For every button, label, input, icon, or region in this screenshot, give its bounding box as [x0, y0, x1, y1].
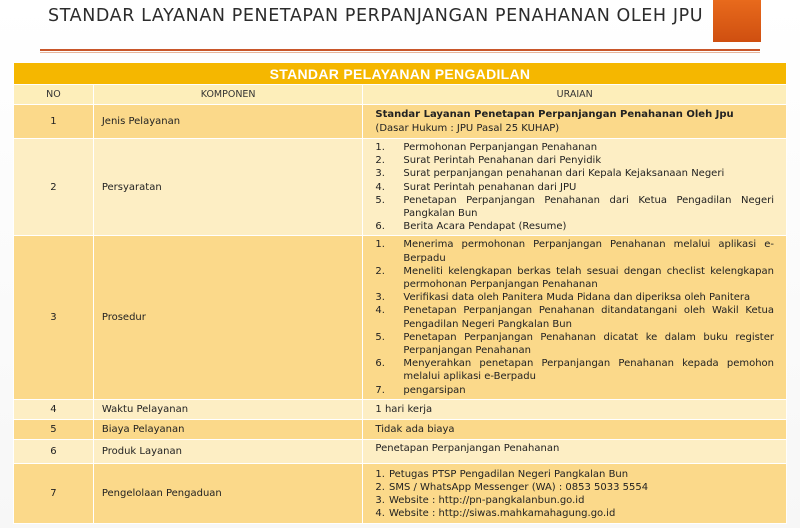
- procedure-list: [375, 238, 774, 396]
- row-uraian: Tidak ada biaya: [363, 419, 787, 439]
- list-item-text: Penetapan Perpanjangan Penahanan dicatat ke dalam buku register Perpanjangan Penahanan: [403, 331, 774, 357]
- list-item-text: Permohonan Perpanjangan Penahanan: [403, 142, 598, 153]
- list-item: [375, 481, 774, 494]
- list-item-number: 1.: [375, 239, 385, 251]
- row-no: 7: [14, 463, 94, 523]
- title-underline-light: [40, 52, 760, 53]
- row-uraian: [363, 236, 787, 399]
- table-row: [14, 236, 787, 399]
- uraian-title: Standar Layanan Penetapan Perpanjangan Penahanan Oleh Jpu: [375, 109, 734, 121]
- list-item-text: Penetapan Perpanjangan Penahanan ditandatangani oleh Wakil Ketua Pengadilan Negeri Pangkalan Bun: [403, 305, 774, 330]
- list-item-text: Website : http://siwas.mahkamahagung.go.id: [388, 508, 616, 520]
- row-komponen: Persyaratan: [93, 139, 363, 236]
- list-item: [375, 494, 774, 507]
- list-item-text: Surat perpanjangan penahanan dari Kepala Kejaksanaan Negeri: [403, 168, 725, 180]
- requirements-list: [375, 141, 774, 233]
- list-item: [375, 331, 774, 357]
- table-row: [14, 419, 787, 439]
- row-no: 6: [14, 439, 94, 463]
- table-row: [14, 463, 787, 523]
- list-item: [375, 238, 774, 264]
- row-no: 2: [14, 139, 94, 236]
- list-item: [375, 357, 774, 383]
- list-item: [375, 141, 774, 154]
- table-banner-row: [14, 63, 787, 85]
- header-uraian: URAIAN: [363, 85, 787, 105]
- table-header-row: [14, 85, 787, 105]
- list-item-number: 6.: [375, 358, 385, 370]
- list-item-number: 2.: [375, 265, 385, 277]
- row-uraian: 1 hari kerja: [363, 399, 787, 419]
- list-item-number: 4.: [375, 305, 385, 317]
- list-item: [375, 304, 774, 330]
- row-komponen: Biaya Pelayanan: [93, 419, 363, 439]
- list-item-text: Meneliti kelengkapan berkas telah sesuai dengan checlist kelengkapan permohonan Perpanjangan Penahanan: [403, 265, 774, 291]
- list-item-number: 2.: [375, 482, 385, 494]
- list-item-number: 3.: [375, 168, 385, 180]
- list-item-text: Petugas PTSP Pengadilan Negeri Pangkalan Bun: [388, 468, 629, 480]
- row-uraian: [363, 463, 787, 523]
- row-komponen: Jenis Pelayanan: [93, 105, 363, 139]
- list-item: [375, 181, 774, 194]
- row-uraian: [363, 105, 787, 139]
- row-uraian: [363, 139, 787, 236]
- row-komponen: Produk Layanan: [93, 439, 363, 463]
- list-item-number: 1.: [375, 142, 385, 153]
- row-no: 4: [14, 399, 94, 419]
- list-item: [375, 468, 774, 481]
- row-uraian: Penetapan Perpanjangan Penahanan: [363, 439, 787, 463]
- list-item-text: Verifikasi data oleh Panitera Muda Pidana dan diperiksa oleh Panitera: [403, 292, 751, 304]
- table-banner: STANDAR PELAYANAN PENGADILAN: [14, 63, 787, 85]
- service-standard-table-wrap: [13, 62, 787, 528]
- uraian-subtitle: (Dasar Hukum : JPU Pasal 25 KUHAP): [375, 122, 560, 134]
- header-komponen: KOMPONEN: [93, 85, 363, 105]
- row-komponen: Prosedur: [93, 236, 363, 399]
- list-item-number: 6.: [375, 221, 385, 233]
- list-item-number: 3.: [375, 495, 385, 507]
- service-standard-table: [13, 62, 787, 524]
- list-item-text: Penetapan Perpanjangan Penahanan dari Ketua Pengadilan Negeri Pangkalan Bun: [403, 194, 774, 220]
- list-item-text: Surat Perintah Penahanan dari Penyidik: [403, 155, 602, 167]
- list-item-number: 5.: [375, 194, 385, 206]
- row-no: 5: [14, 419, 94, 439]
- table-row: [14, 399, 787, 419]
- table-row: [14, 139, 787, 236]
- list-item-number: 1.: [375, 468, 385, 480]
- table-row: [14, 105, 787, 139]
- list-item-text: Menerima permohonan Perpanjangan Penahanan melalui aplikasi e-Berpadu: [403, 239, 774, 264]
- list-item: [375, 220, 774, 233]
- page-title: STANDAR LAYANAN PENETAPAN PERPANJANGAN PENAHANAN OLEH JPU: [48, 6, 704, 26]
- corner-accent: [713, 0, 761, 42]
- row-no: 3: [14, 236, 94, 399]
- list-item-text: Website : http://pn-pangkalanbun.go.id: [388, 495, 585, 507]
- list-item-number: 5.: [375, 331, 385, 343]
- list-item-text: Berita Acara Pendapat (Resume): [403, 221, 567, 233]
- list-item-number: 2.: [375, 155, 385, 167]
- list-item: [375, 384, 774, 397]
- list-item-number: 4.: [375, 181, 385, 193]
- list-item-text: Menyerahkan penetapan Perpanjangan Penahanan kepada pemohon melalui aplikasi e-Berpadu: [403, 358, 774, 383]
- list-item-text: Surat Perintah penahanan dari JPU: [403, 181, 577, 193]
- list-item-text: SMS / WhatsApp Messenger (WA) : 0853 5033 5554: [388, 482, 649, 494]
- list-item: [375, 194, 774, 220]
- list-item-number: 4.: [375, 508, 385, 520]
- header-no: NO: [14, 85, 94, 105]
- row-komponen: Pengelolaan Pengaduan: [93, 463, 363, 523]
- list-item-text: pengarsipan: [403, 384, 466, 396]
- list-item: [375, 167, 774, 180]
- list-item: [375, 154, 774, 167]
- row-no: 1: [14, 105, 94, 139]
- list-item-number: 3.: [375, 292, 385, 304]
- list-item: [375, 265, 774, 291]
- table-row: [14, 439, 787, 463]
- list-item: [375, 291, 774, 304]
- complaint-channels-list: [375, 468, 774, 521]
- list-item-number: 7.: [375, 384, 385, 396]
- row-komponen: Waktu Pelayanan: [93, 399, 363, 419]
- title-underline: [40, 49, 760, 51]
- list-item: [375, 507, 774, 520]
